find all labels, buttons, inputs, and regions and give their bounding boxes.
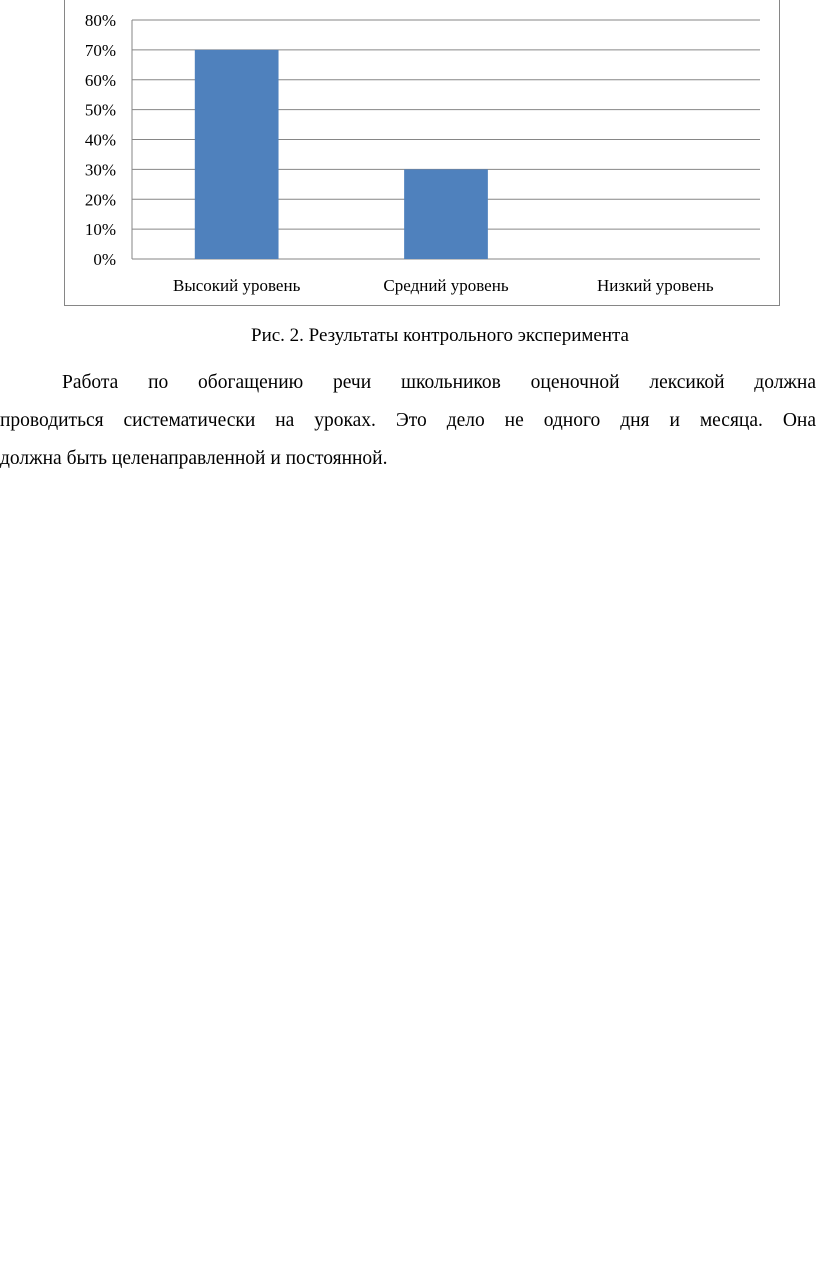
y-tick-label: 10% — [84, 220, 116, 240]
bar — [404, 169, 488, 259]
x-category-label: Высокий уровень — [172, 276, 301, 295]
bar — [195, 50, 279, 259]
x-category-label: Средний уровень — [383, 276, 509, 295]
chart-frame — [64, 0, 780, 306]
paragraph — [0, 364, 816, 478]
y-tick-label: 50% — [84, 100, 116, 120]
paragraph-line-2: проводиться систематически на уроках. Это дело не одного дня и месяца. Она — [0, 410, 816, 431]
figure-caption — [0, 322, 816, 350]
y-tick-label: 30% — [84, 160, 116, 180]
paragraph-line-3: должна быть целенаправленной и постоянной. — [0, 448, 388, 469]
y-tick-label: 60% — [84, 70, 116, 90]
y-tick-label: 0% — [93, 250, 116, 269]
y-tick-label: 70% — [84, 40, 116, 60]
figure-caption-text: Рис. 2. Результаты контрольного эксперимента — [251, 325, 629, 346]
x-category-label: Низкий уровень — [597, 276, 714, 295]
y-tick-label: 40% — [84, 130, 116, 150]
y-tick-label: 20% — [84, 190, 116, 210]
bar-chart — [65, 0, 781, 306]
paragraph-line-1: Работа по обогащению речи школьников оценочной лексикой должна — [62, 372, 816, 393]
y-tick-label: 80% — [84, 11, 116, 30]
